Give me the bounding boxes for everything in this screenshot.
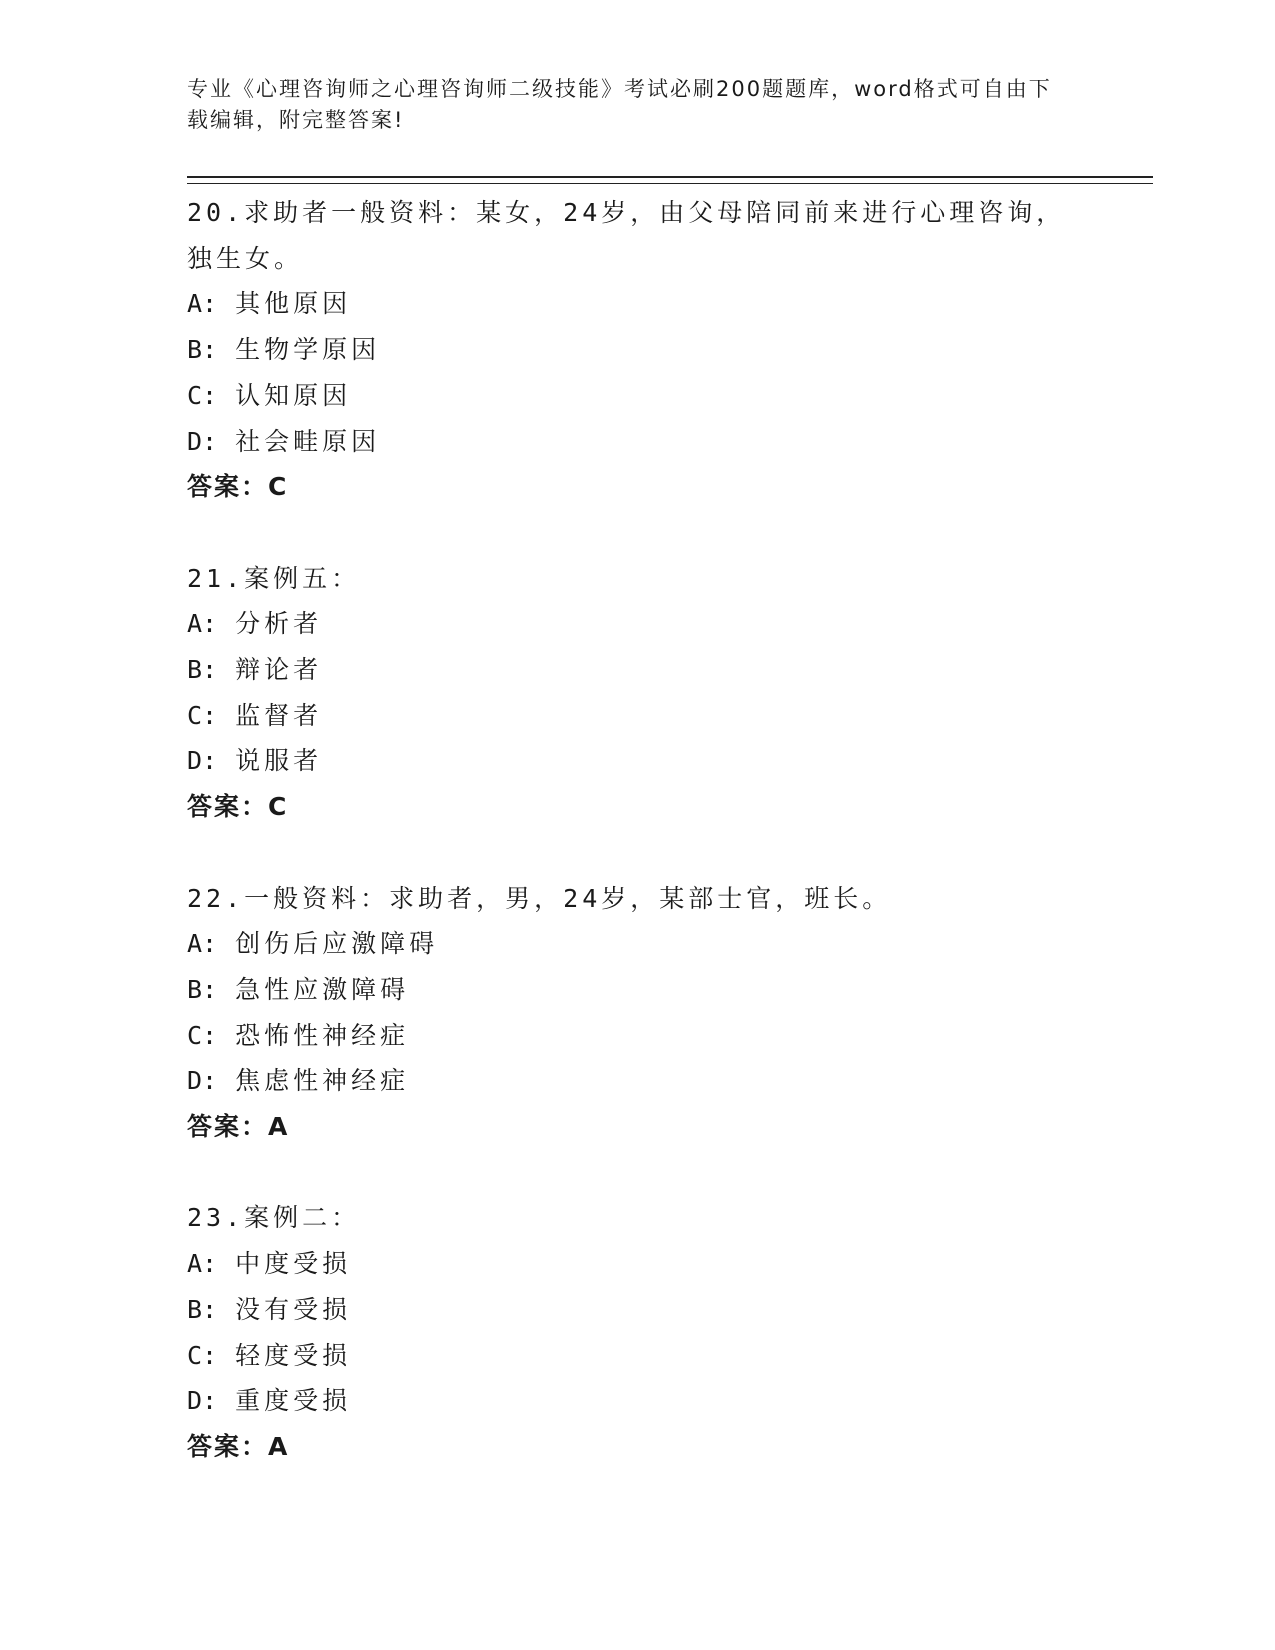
option-letter: B: [187, 335, 218, 365]
question-stem: 20.求助者一般资料：某女，24岁，由父母陪同前来进行心理咨询，独生女。 [187, 198, 1066, 273]
document-header: 专业《心理咨询师之心理咨询师二级技能》考试必刷200题题库，word格式可自由下载编辑，附完整答案! [187, 77, 1052, 132]
answer-line: 答案：C [187, 792, 289, 822]
option-a [187, 921, 1087, 967]
answer-line: 答案：A [187, 1431, 290, 1461]
option-text: 分析者 [235, 609, 323, 639]
option-text: 监督者 [235, 700, 323, 730]
option-text: 急性应激障碍 [235, 974, 410, 1004]
option-text: 恐怖性神经症 [235, 1020, 410, 1050]
option-letter: B: [187, 655, 218, 685]
question-list [187, 190, 1087, 1470]
option-text: 其他原因 [235, 289, 352, 319]
option-text: 没有受损 [235, 1294, 352, 1324]
question-21 [187, 556, 1087, 830]
option-letter: B: [187, 1294, 218, 1324]
option-text: 生物学原因 [235, 335, 381, 365]
option-a [187, 601, 1087, 647]
option-letter: B: [187, 974, 218, 1004]
option-letter: A: [187, 929, 218, 959]
question-22 [187, 876, 1087, 1150]
option-letter: D: [187, 746, 218, 776]
option-text: 焦虑性神经症 [235, 1066, 410, 1096]
option-d [187, 738, 1087, 784]
question-stem: 21.案例五： [187, 563, 361, 593]
question-23 [187, 1195, 1087, 1469]
option-letter: C: [187, 1340, 218, 1370]
option-letter: D: [187, 1386, 218, 1416]
option-letter: A: [187, 609, 218, 639]
option-letter: D: [187, 1066, 218, 1096]
option-d [187, 1378, 1087, 1424]
option-c [187, 1333, 1087, 1379]
option-c [187, 373, 1087, 419]
option-text: 辩论者 [235, 655, 323, 685]
option-d [187, 419, 1087, 465]
option-letter: C: [187, 700, 218, 730]
answer-line: 答案：A [187, 1112, 290, 1142]
option-b [187, 1287, 1087, 1333]
question-stem: 23.案例二： [187, 1203, 361, 1233]
option-text: 重度受损 [235, 1386, 352, 1416]
option-c [187, 693, 1087, 739]
option-b [187, 647, 1087, 693]
option-text: 中度受损 [235, 1249, 352, 1279]
option-b [187, 327, 1087, 373]
option-text: 轻度受损 [235, 1340, 352, 1370]
option-d [187, 1058, 1087, 1104]
question-20 [187, 190, 1087, 510]
option-letter: C: [187, 380, 218, 410]
option-text: 认知原因 [235, 380, 352, 410]
option-c [187, 1013, 1087, 1059]
option-letter: C: [187, 1020, 218, 1050]
option-a [187, 1241, 1087, 1287]
header-divider-thin [187, 183, 1153, 184]
option-text: 说服者 [235, 746, 323, 776]
option-letter: A: [187, 1249, 218, 1279]
answer-line: 答案：C [187, 472, 289, 502]
option-text: 社会畦原因 [235, 426, 381, 456]
option-a [187, 281, 1087, 327]
option-b [187, 967, 1087, 1013]
question-stem: 22.一般资料：求助者，男，24岁，某部士官，班长。 [187, 883, 892, 913]
option-text: 创伤后应激障碍 [235, 929, 439, 959]
header-divider-thick [187, 176, 1153, 178]
option-letter: D: [187, 426, 218, 456]
option-letter: A: [187, 289, 218, 319]
